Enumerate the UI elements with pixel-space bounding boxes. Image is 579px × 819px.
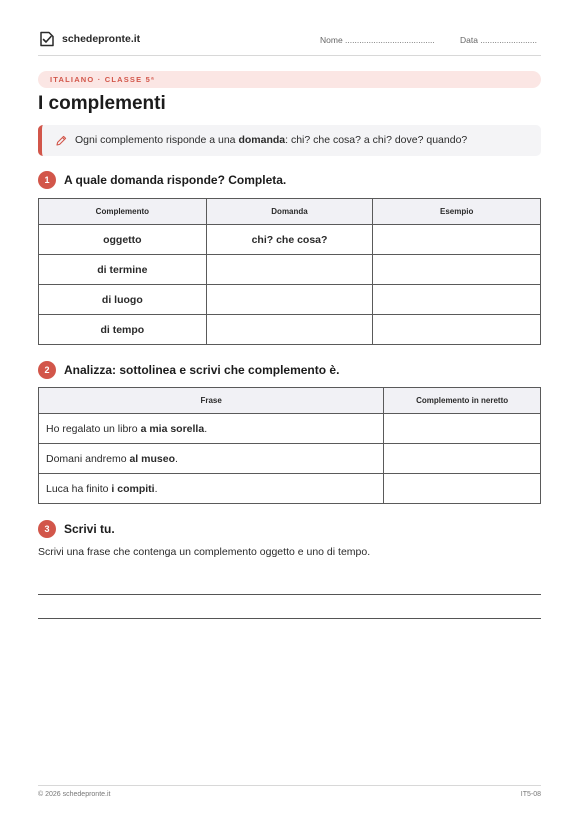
section-3-heading — [38, 520, 115, 538]
column-header: Complemento in neretto — [384, 388, 541, 414]
bold-complement: al museo — [129, 452, 175, 465]
page-title: I complementi — [38, 93, 166, 114]
table-row — [39, 474, 541, 504]
brand — [38, 30, 140, 48]
section-title: Analizza: sottolinea e scrivi che complemento è. — [64, 363, 340, 377]
table-row — [39, 315, 541, 345]
answer-cell[interactable] — [384, 474, 541, 504]
complement-cell: di tempo — [39, 315, 207, 345]
section-2-heading — [38, 361, 339, 379]
question-cell: chi? che cosa? — [206, 225, 373, 255]
date-field: Data ........................ — [460, 35, 537, 45]
example-cell[interactable] — [373, 225, 541, 255]
column-header: Complemento — [39, 199, 207, 225]
table-row — [39, 414, 541, 444]
bold-complement: i compiti — [111, 482, 155, 495]
copyright: © 2026 schedepronte.it — [38, 791, 111, 798]
worksheet-code: IT5-08 — [520, 791, 541, 798]
section-title: Scrivi tu. — [64, 522, 115, 536]
name-field: Nome ...................................... — [320, 35, 435, 45]
sentence-cell: Domani andremo al museo. — [39, 444, 384, 474]
column-header: Domanda — [206, 199, 373, 225]
subject-label: ITALIANO · CLASSE 5ª — [50, 75, 155, 84]
section-1-heading — [38, 171, 286, 189]
page-header — [38, 28, 541, 56]
section-number: 3 — [38, 520, 56, 538]
checked-document-icon — [38, 30, 56, 48]
column-header: Frase — [39, 388, 384, 414]
section-number: 2 — [38, 361, 56, 379]
complement-cell: di luogo — [39, 285, 207, 315]
table-header-row — [39, 388, 541, 414]
section-title: A quale domanda risponde? Completa. — [64, 173, 287, 187]
tip-bold: domanda — [238, 134, 286, 146]
sentence-cell: Ho regalato un libro a mia sorella. — [39, 414, 384, 444]
example-cell[interactable] — [373, 285, 541, 315]
tip-box — [38, 125, 541, 156]
table-row — [39, 444, 541, 474]
writing-line[interactable] — [38, 618, 541, 619]
question-cell[interactable] — [206, 255, 373, 285]
sentence-cell: Luca ha finito i compiti. — [39, 474, 384, 504]
example-cell[interactable] — [373, 255, 541, 285]
complements-table — [38, 198, 541, 345]
writing-line[interactable] — [38, 594, 541, 595]
question-cell[interactable] — [206, 285, 373, 315]
analysis-table — [38, 387, 541, 504]
subject-banner — [38, 71, 541, 88]
column-header: Esempio — [373, 199, 541, 225]
bold-complement: a mia sorella — [140, 422, 205, 435]
table-header-row — [39, 199, 541, 225]
section-number: 1 — [38, 171, 56, 189]
page-footer — [38, 785, 541, 798]
brand-name: schedepronte.it — [62, 33, 141, 45]
complement-cell: oggetto — [39, 225, 207, 255]
pencil-icon — [55, 135, 67, 147]
table-row — [39, 285, 541, 315]
exercise-prompt: Scrivi una frase che contenga un complemento oggetto e uno di tempo. — [38, 546, 371, 558]
table-row — [39, 225, 541, 255]
complement-cell: di termine — [39, 255, 207, 285]
answer-cell[interactable] — [384, 414, 541, 444]
answer-cell[interactable] — [384, 444, 541, 474]
example-cell[interactable] — [373, 315, 541, 345]
tip-text: Ogni complemento risponde a una domanda: chi? che cosa? a chi? dove? quando? — [75, 134, 468, 146]
question-cell[interactable] — [206, 315, 373, 345]
table-row — [39, 255, 541, 285]
